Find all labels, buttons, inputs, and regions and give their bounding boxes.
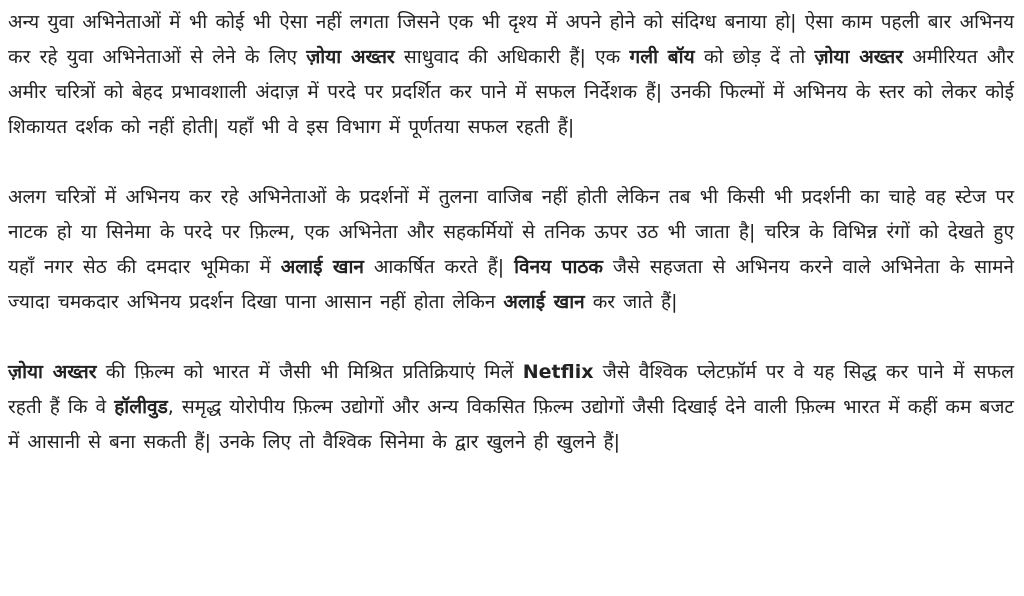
text-run: अलग चरित्रों में अभिनय कर रहे अभिनेताओं के प्रदर्शनों में तुलना वाजिब नहीं होती लेकिन तब भी किसी भी प्रदर्शनी का चाहे वह स्टेज पर नाटक हो या सिनेमा के परदे पर फ़िल्म, एक अभिनेता और सहकर्मियों से तनिक ऊपर उठ भी जाता है| चरित्र के विभिन्न रंगों को देखते हुए यहाँ नगर सेठ की दमदार भूमिका में xyxy=(8,186,1014,278)
document-body xyxy=(8,5,1014,460)
bold-text-run: Netflix xyxy=(522,361,594,383)
bold-text-run: अलाई खान xyxy=(280,256,364,278)
bold-text-run: ज़ोया अख्तर xyxy=(306,46,395,68)
bold-text-run: हॉलीवुड xyxy=(114,396,168,418)
bold-text-run: गली बॉय xyxy=(629,46,695,68)
bold-text-run: विनय पाठक xyxy=(514,256,603,278)
paragraph xyxy=(8,355,1014,460)
text-run: जैसे वैश्विक प्लेटफ़ॉर्म पर वे यह सिद्ध कर पाने में सफल रहती हैं कि वे xyxy=(8,361,1014,418)
bold-text-run: अलाई खान xyxy=(503,291,585,313)
text-run: , समृद्ध योरोपीय फ़िल्म उद्योगों और अन्य विकसित फ़िल्म उद्योगों जैसी दिखाई देने वाली फ़िल्म भारत में कहीं कम बजट में आसानी से बना सकती हैं| उनके लिए तो वैश्विक सिनेमा के द्वार खुलने ही खुलने हैं| xyxy=(8,396,1014,453)
text-run: जैसे सहजता से अभिनय करने वाले अभिनेता के सामने ज्यादा चमकदार अभिनय प्रदर्शन दिखा पाना आसान नहीं होता लेकिन xyxy=(8,256,1014,313)
text-run: को छोड़ दें तो xyxy=(694,46,815,68)
bold-text-run: ज़ोया अख्तर xyxy=(814,46,903,68)
bold-text-run: ज़ोया अख्तर xyxy=(8,361,97,383)
text-run: अन्य युवा अभिनेताओं में भी कोई भी ऐसा नहीं लगता जिसने एक भी दृश्य में अपने होने को संदिग्ध बनाया हो| ऐसा काम पहली बार अभिनय कर रहे युवा अभिनेताओं से लेने के लिए xyxy=(8,11,1014,68)
text-run: की फ़िल्म को भारत में जैसी भी मिश्रित प्रतिक्रियाएं मिलें xyxy=(96,361,523,383)
paragraph xyxy=(8,180,1014,320)
paragraph xyxy=(8,5,1014,145)
text-run: साधुवाद की अधिकारी हैं| एक xyxy=(394,46,630,68)
text-run: कर जाते हैं| xyxy=(584,291,678,313)
text-run: अमीरियत और अमीर चरित्रों को बेहद प्रभावशाली अंदाज़ में परदे पर प्रदर्शित कर पाने में सफल निर्देशक हैं| उनकी फिल्मों में अभिनय के स्तर को लेकर कोई शिकायत दर्शक को नहीं होती| यहाँ भी वे इस विभाग में पूर्णतया सफल रहती हैं| xyxy=(8,46,1014,138)
text-run: आकर्षित करते हैं| xyxy=(363,256,515,278)
